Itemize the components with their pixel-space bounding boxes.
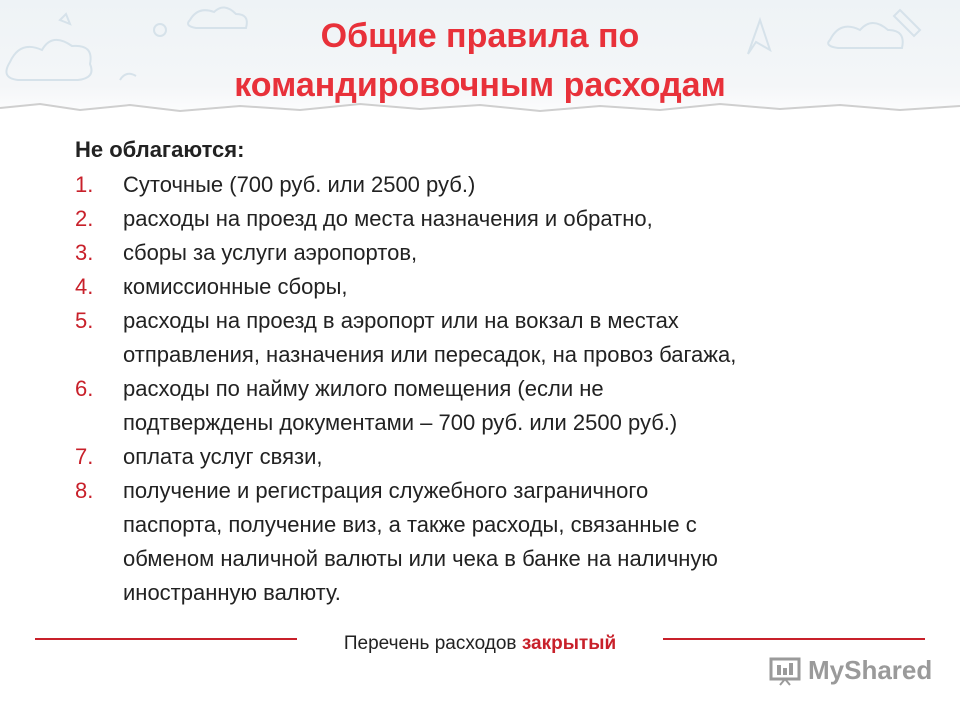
list-item-number: 8. xyxy=(75,478,94,503)
list-item-text xyxy=(123,168,935,202)
title-line-1: Общие правила по xyxy=(320,17,640,55)
list-subheading: Не облагаются: xyxy=(75,137,245,162)
list-item xyxy=(75,474,935,610)
list-item-line: паспорта, получение виз, а также расходы, связанные с xyxy=(123,512,697,537)
list-item-line: расходы по найму жилого помещения (если не xyxy=(123,376,604,401)
list-item-number: 1. xyxy=(75,172,94,197)
list-item-line: отправления, назначения или пересадок, на провоз багажа, xyxy=(123,342,737,367)
list-item xyxy=(75,372,935,440)
list-item xyxy=(75,168,935,202)
list-item xyxy=(75,440,935,474)
list-item-line: иностранную валюту. xyxy=(123,580,341,605)
list-item-number: 4. xyxy=(75,274,94,299)
list-item-text xyxy=(123,474,935,610)
watermark-text: MyShared xyxy=(808,655,933,685)
list-item-line: оплата услуг связи, xyxy=(123,444,323,469)
list-item-text xyxy=(123,440,935,474)
list-item-line: обменом наличной валюты или чека в банке на наличную xyxy=(123,546,718,571)
presentation-icon xyxy=(768,656,802,686)
list-item-number: 7. xyxy=(75,444,94,469)
numbered-list xyxy=(75,168,935,610)
list-item-number: 5. xyxy=(75,308,94,333)
title-line-2: командировочным расходам xyxy=(234,66,726,104)
list-item-number: 6. xyxy=(75,376,94,401)
list-item-line: подтверждены документами – 700 руб. или 2500 руб.) xyxy=(123,410,678,435)
list-item-line: расходы на проезд в аэропорт или на вокзал в местах xyxy=(123,308,679,333)
slide-title xyxy=(0,12,960,110)
list-item-line: расходы на проезд до места назначения и обратно, xyxy=(123,206,653,231)
content-list xyxy=(75,133,935,610)
myshared-watermark xyxy=(768,655,932,686)
list-item-text xyxy=(123,202,935,236)
list-item-text xyxy=(123,372,935,440)
list-item-text xyxy=(123,270,935,304)
footer-divider-right xyxy=(663,638,925,640)
footer-note-prefix: Перечень расходов xyxy=(343,633,522,654)
list-item-number: 3. xyxy=(75,240,94,265)
footer-divider-left xyxy=(35,638,297,640)
footer-note xyxy=(300,633,660,655)
list-item-number: 2. xyxy=(75,206,94,231)
list-item-text xyxy=(123,304,935,372)
list-item-line: комиссионные сборы, xyxy=(123,274,348,299)
list-item-text xyxy=(123,236,935,270)
list-item xyxy=(75,270,935,304)
list-item-line: получение и регистрация служебного заграничного xyxy=(123,478,649,503)
list-item-line: сборы за услуги аэропортов, xyxy=(123,240,418,265)
list-item-line: Суточные (700 руб. или 2500 руб.) xyxy=(123,172,476,197)
footer-note-emphasis: закрытый xyxy=(521,633,617,654)
list-item xyxy=(75,236,935,270)
list-item xyxy=(75,304,935,372)
list-item xyxy=(75,202,935,236)
